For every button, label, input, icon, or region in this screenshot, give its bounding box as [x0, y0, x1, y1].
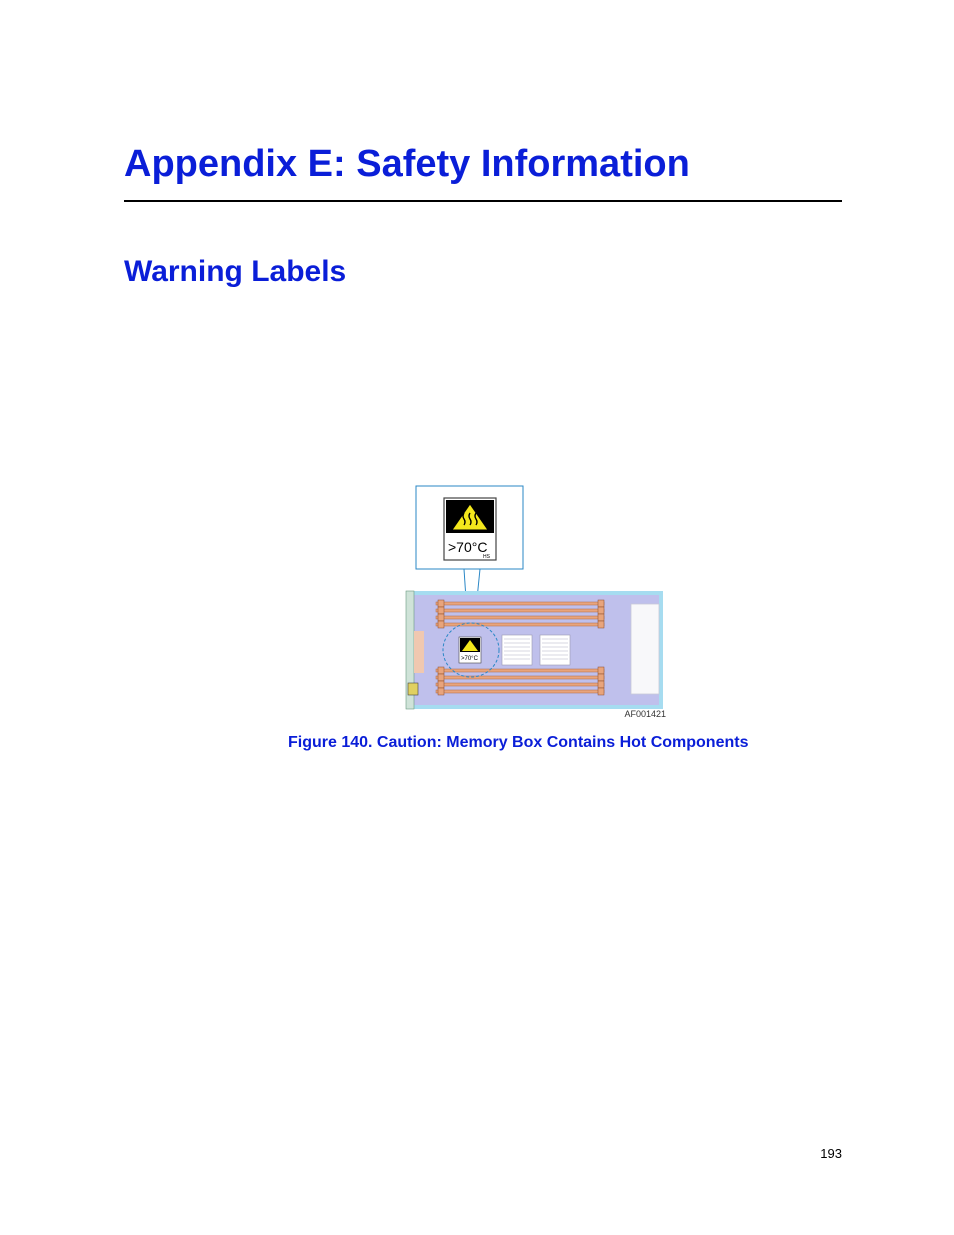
figure-caption: Figure 140. Caution: Memory Box Contains Hot Components: [288, 734, 749, 751]
figure-code: AF001421: [624, 709, 666, 719]
svg-text:>70°C: >70°C: [461, 656, 478, 662]
svg-text:HS: HS: [483, 554, 490, 560]
board-warning-label-icon: [459, 637, 481, 663]
section-title: Warning Labels: [124, 255, 347, 288]
hot-surface-warning-icon: [444, 498, 496, 560]
title-divider: [124, 200, 842, 202]
memory-box-illustration: [404, 485, 666, 711]
memory-box-figure: [404, 485, 666, 725]
temperature-label-text: >70°C: [448, 539, 488, 555]
chapter-title: Appendix E: Safety Information: [124, 143, 690, 185]
page-number: 193: [820, 1146, 842, 1161]
